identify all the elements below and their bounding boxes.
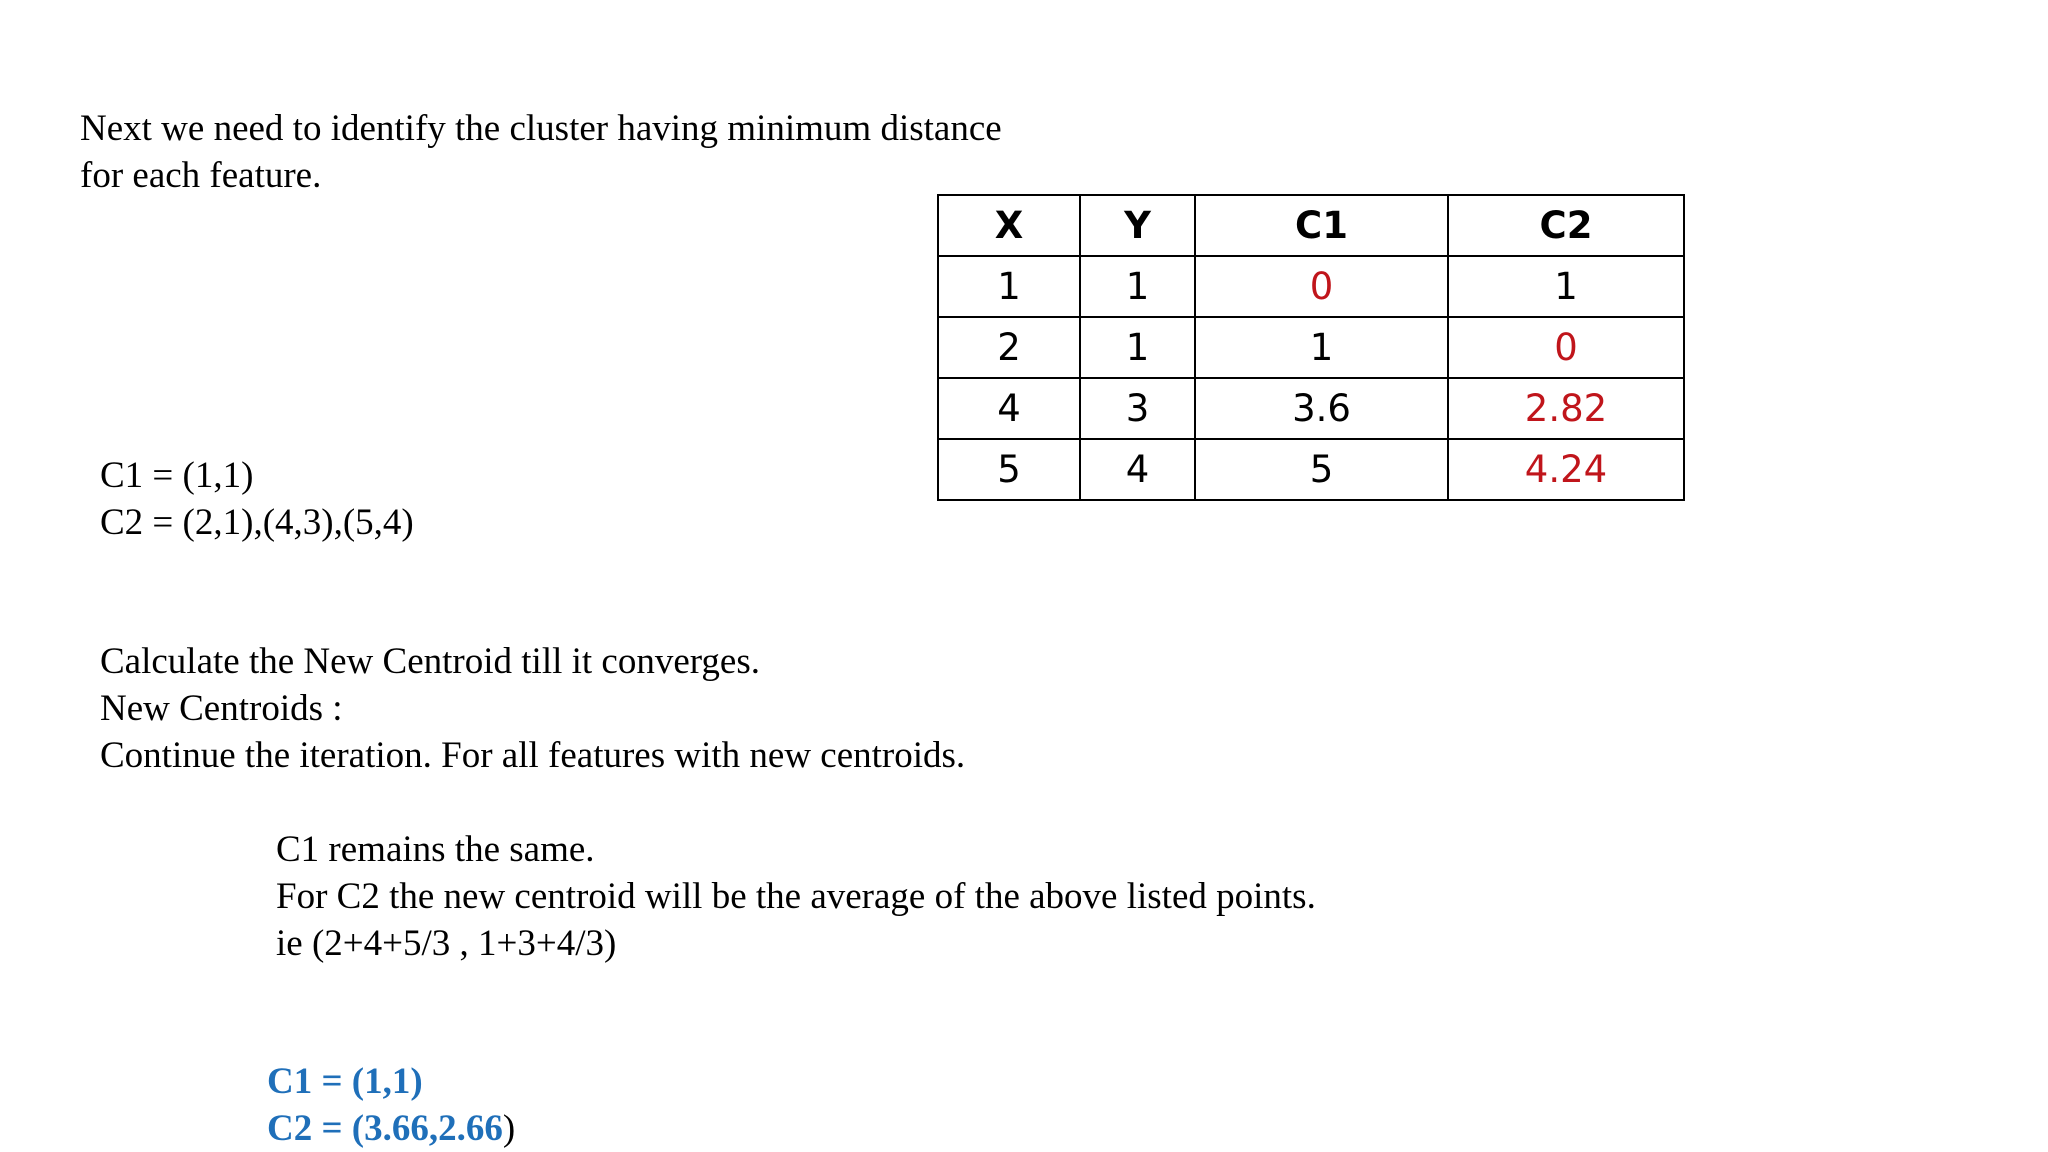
explanation-text	[276, 826, 1316, 967]
explain-line-3: ie (2+4+5/3 , 1+3+4/3)	[276, 923, 617, 964]
cluster-assignments	[100, 452, 414, 546]
intro-line-1: Next we need to identify the cluster having minimum distance	[80, 108, 1002, 149]
new-centroid-c2: C2 = (3.66,2.66	[267, 1108, 503, 1149]
intro-line-2: for each feature.	[80, 155, 322, 196]
new-centroid-c2-line	[267, 1105, 515, 1152]
calc-line-3: Continue the iteration. For all features with new centroids.	[100, 735, 966, 776]
cell-y: 4	[1080, 439, 1195, 500]
explain-line-1: C1 remains the same.	[276, 829, 595, 870]
table-row	[938, 439, 1684, 500]
cell-x: 2	[938, 317, 1080, 378]
new-centroid-c1: C1 = (1,1)	[267, 1061, 423, 1102]
table-header-row	[938, 195, 1684, 256]
explain-line-2: For C2 the new centroid will be the average of the above listed points.	[276, 876, 1316, 917]
cell-c2: 1	[1448, 256, 1684, 317]
table-row	[938, 378, 1684, 439]
distance-table	[937, 194, 1685, 501]
cell-c1: 3.6	[1195, 378, 1448, 439]
cluster-c1: C1 = (1,1)	[100, 455, 254, 496]
header-x: X	[938, 195, 1080, 256]
cell-y: 3	[1080, 378, 1195, 439]
cluster-c2: C2 = (2,1),(4,3),(5,4)	[100, 502, 414, 543]
cell-c2-min: 2.82	[1448, 378, 1684, 439]
header-c2: C2	[1448, 195, 1684, 256]
calculation-text	[100, 638, 965, 779]
new-centroid-c2-close: )	[502, 1108, 516, 1149]
table-row	[938, 256, 1684, 317]
calc-line-2: New Centroids :	[100, 688, 343, 729]
cell-c2-min: 0	[1448, 317, 1684, 378]
cell-y: 1	[1080, 317, 1195, 378]
cell-x: 4	[938, 378, 1080, 439]
cell-c1-min: 0	[1195, 256, 1448, 317]
header-y: Y	[1080, 195, 1195, 256]
cell-c1: 5	[1195, 439, 1448, 500]
table-row	[938, 317, 1684, 378]
header-c1: C1	[1195, 195, 1448, 256]
cell-y: 1	[1080, 256, 1195, 317]
cell-c1: 1	[1195, 317, 1448, 378]
calc-line-1: Calculate the New Centroid till it converges.	[100, 641, 761, 682]
intro-text	[80, 105, 1002, 199]
cell-x: 1	[938, 256, 1080, 317]
cell-c2-min: 4.24	[1448, 439, 1684, 500]
new-centroids	[267, 1058, 515, 1152]
cell-x: 5	[938, 439, 1080, 500]
